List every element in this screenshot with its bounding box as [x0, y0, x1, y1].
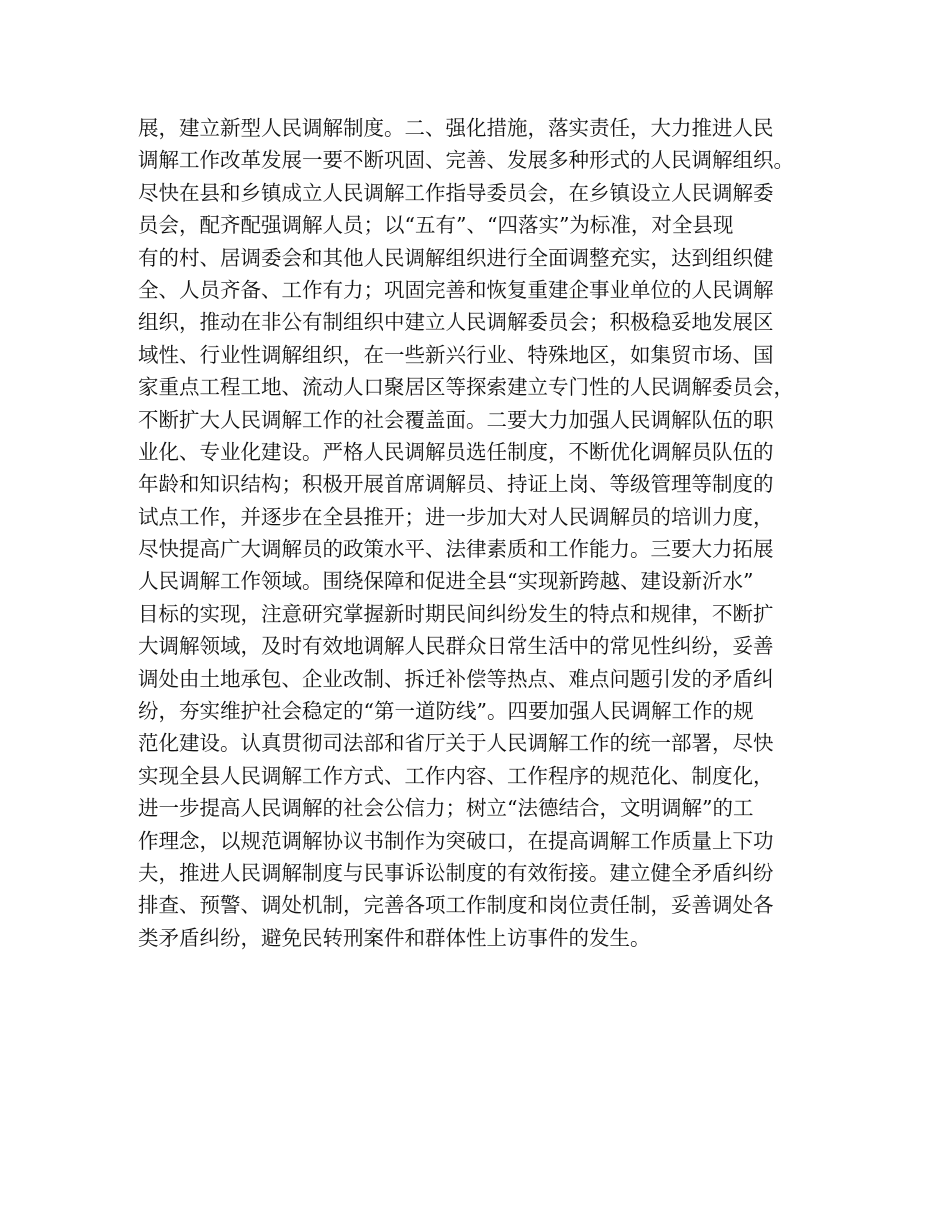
text-line: 家重点工程工地、流动人口聚居区等探索建立专门性的人民调解委员会， [138, 375, 794, 400]
text-line: 尽快提高广大调解员的政策水平、法律素质和工作能力。三要大力拓展 [138, 537, 774, 562]
text-line: 大调解领域，及时有效地调解人民群众日常生活中的常见性纠纷，妥善 [138, 634, 774, 659]
text-line: 人民调解工作领域。围绕保障和促进全县“实现新跨越、建设新沂水” [138, 569, 754, 594]
text-line: 全、人员齐备、工作有力；巩固完善和恢复重建企事业单位的人民调解 [138, 277, 774, 302]
text-line: 调解工作改革发展一要不断巩固、完善、发展多种形式的人民调解组织。 [138, 148, 794, 173]
text-line: 调处由土地承包、企业改制、拆迁补偿等热点、难点问题引发的矛盾纠 [138, 666, 774, 691]
text-line: 作理念，以规范调解协议书制作为突破口，在提高调解工作质量上下功 [138, 828, 774, 853]
text-line: 有的村、居调委会和其他人民调解组织进行全面调整充实，达到组织健 [138, 245, 774, 270]
text-line: 业化、专业化建设。严格人民调解员选任制度，不断优化调解员队伍的 [138, 439, 774, 464]
text-line: 目标的实现，注意研究掌握新时期民间纠纷发生的特点和规律，不断扩 [138, 601, 774, 626]
text-line: 组织，推动在非公有制组织中建立人民调解委员会；积极稳妥地发展区 [138, 310, 774, 335]
text-line: 范化建设。认真贯彻司法部和省厅关于人民调解工作的统一部署，尽快 [138, 731, 774, 756]
text-line: 员会，配齐配强调解人员；以“五有”、“四落实”为标准，对全县现 [138, 213, 734, 238]
body-paragraph [138, 112, 828, 954]
text-line: 纷，夯实维护社会稳定的“第一道防线”。四要加强人民调解工作的规 [138, 699, 754, 724]
text-line: 进一步提高人民调解的社会公信力；树立“法德结合，文明调解”的工 [138, 796, 754, 821]
text-line: 域性、行业性调解组织，在一些新兴行业、特殊地区，如集贸市场、国 [138, 342, 774, 367]
text-line: 夫，推进人民调解制度与民事诉讼制度的有效衔接。建立健全矛盾纠纷 [138, 860, 774, 885]
text-line: 不断扩大人民调解工作的社会覆盖面。二要大力加强人民调解队伍的职 [138, 407, 774, 432]
text-line: 展，建立新型人民调解制度。二、强化措施，落实责任，大力推进人民 [138, 116, 774, 140]
text-line: 类矛盾纠纷，避免民转刑案件和群体性上访事件的发生。 [138, 925, 651, 950]
text-line: 试点工作，并逐步在全县推开；进一步加大对人民调解员的培训力度， [138, 504, 774, 529]
text-line: 排查、预警、调处机制，完善各项工作制度和岗位责任制，妥善调处各 [138, 893, 774, 918]
text-line: 实现全县人民调解工作方式、工作内容、工作程序的规范化、制度化， [138, 763, 774, 788]
text-line: 年龄和知识结构；积极开展首席调解员、持证上岗、等级管理等制度的 [138, 472, 774, 497]
text-line: 尽快在县和乡镇成立人民调解工作指导委员会，在乡镇设立人民调解委 [138, 180, 774, 205]
